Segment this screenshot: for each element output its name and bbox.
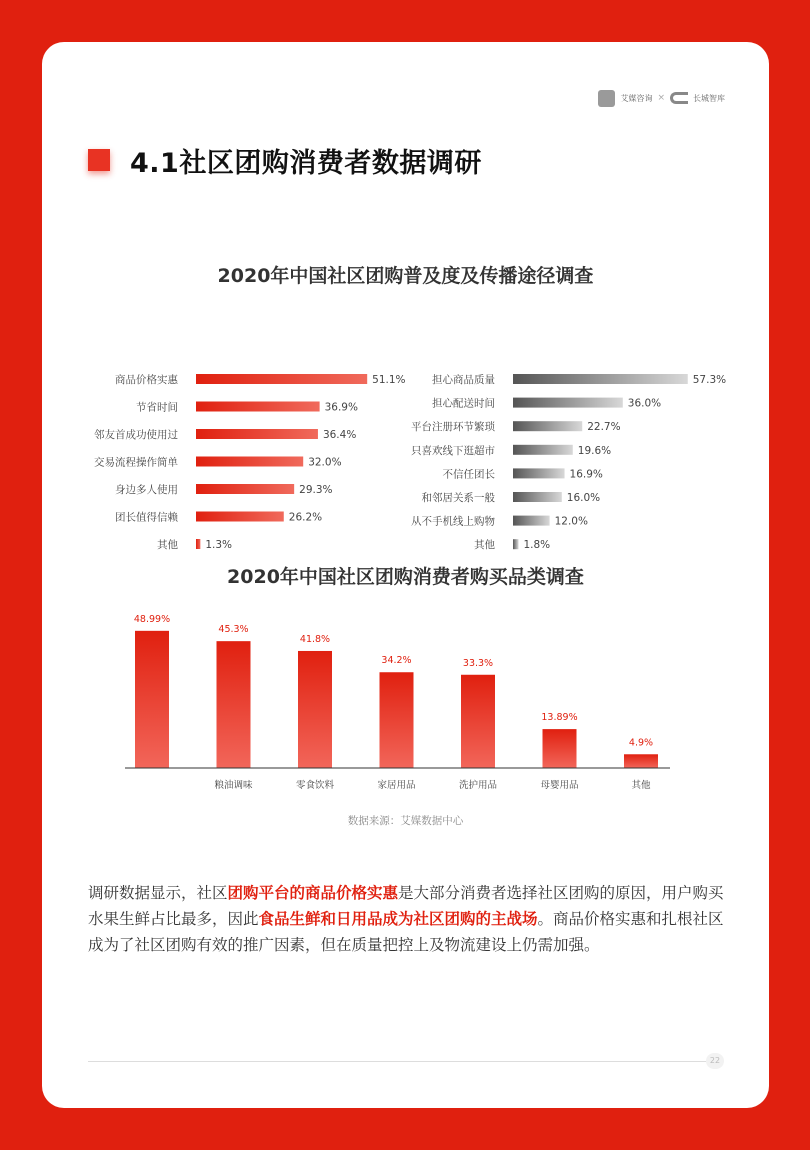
right-category-label: 担心配送时间: [432, 397, 495, 410]
category-value-label: 4.9%: [628, 737, 654, 749]
right-bar: [513, 421, 582, 431]
category-bar: [217, 641, 251, 768]
right-bar: [513, 374, 688, 384]
footer-divider: [88, 1061, 710, 1062]
category-bar: [135, 631, 169, 768]
right-bar: [513, 516, 550, 526]
category-tick-label: 其他: [631, 780, 651, 791]
summary-text-2: 是大部分消费者选择社区团购的原因，用户购买水果生鲜占比最多，因此: [88, 884, 724, 928]
right-category-label: 平台注册环节繁琐: [411, 421, 495, 434]
logo-right-text: 长城智库: [693, 93, 725, 103]
left-bar: [196, 402, 320, 412]
right-category-label: 不信任团长: [442, 468, 495, 481]
left-category-label: 节省时间: [136, 401, 178, 414]
right-value-label: 16.0%: [566, 492, 601, 504]
category-value-label: 33.3%: [462, 657, 494, 669]
page-number: 22: [706, 1053, 724, 1069]
left-category-label: 商品价格实惠: [115, 374, 178, 386]
category-value-label: 34.2%: [381, 655, 412, 667]
heading-square-icon: [88, 149, 110, 171]
category-bar: [461, 675, 495, 768]
category-value-label: 13.89%: [541, 712, 578, 724]
right-value-label: 16.9%: [569, 468, 603, 481]
category-tick-label: 洗护用品: [458, 780, 498, 791]
category-bar: [624, 754, 658, 768]
left-value-label: 36.4%: [322, 429, 357, 441]
right-category-label: 担心商品质量: [432, 374, 495, 386]
category-value-label: 45.3%: [218, 624, 249, 636]
left-value-label: 51.1%: [372, 374, 406, 386]
imedia-logo-icon: [598, 90, 615, 107]
right-category-label: 只喜欢线下逛超市: [411, 444, 495, 457]
right-value-label: 1.8%: [523, 539, 551, 552]
right-category-label: 从不手机线上购物: [411, 515, 495, 528]
logo-separator: ×: [657, 93, 665, 103]
category-bar-chart: [42, 612, 769, 792]
category-bar: [380, 672, 414, 768]
left-category-label: 身边多人使用: [115, 484, 178, 496]
category-bar: [298, 651, 332, 768]
right-value-label: 12.0%: [554, 515, 588, 528]
header-logos: [598, 87, 725, 109]
category-tick-label: 零食饮料: [295, 780, 335, 791]
left-category-label: 其他: [157, 539, 178, 551]
section-heading: [88, 142, 482, 178]
left-value-label: 32.0%: [308, 456, 342, 469]
category-bar: [543, 729, 577, 768]
changcheng-logo-icon: [670, 92, 688, 104]
right-value-label: 19.6%: [577, 444, 612, 457]
left-bar: [196, 539, 200, 549]
right-bar: [513, 492, 562, 502]
right-bar: [513, 539, 518, 549]
right-value-label: 22.7%: [587, 421, 621, 434]
left-value-label: 1.3%: [205, 539, 233, 551]
left-bar: [196, 429, 318, 439]
right-value-label: 36.0%: [627, 397, 662, 410]
left-bar: [196, 374, 367, 384]
left-bar: [196, 512, 284, 522]
chart1-title: 2020年中国社区团购普及度及传播途径调查: [217, 265, 594, 287]
right-category-label: 和邻居关系一般: [421, 492, 495, 504]
left-value-label: 36.9%: [324, 401, 358, 414]
category-value-label: 41.8%: [299, 633, 331, 645]
category-tick-label: 母婴用品: [540, 780, 579, 791]
left-bar: [196, 457, 303, 467]
summary-text-3: 。商品价格实惠和扎根社区成为了社区团购有效的推广因素，但在质量把控上及物流建设上仍需加强。: [88, 910, 724, 954]
summary-paragraph: [88, 880, 728, 958]
left-category-label: 邻友首成功使用过: [94, 429, 178, 441]
summary-highlight-2: 食品生鲜和日用品成为社区团购的主战场: [258, 910, 538, 928]
right-value-label: 57.3%: [692, 374, 727, 386]
report-page: [42, 42, 769, 1108]
category-tick-label: 粮油调味: [214, 780, 253, 791]
data-source: 数据来源：艾媒数据中心: [347, 815, 464, 827]
right-bar: [513, 468, 565, 478]
summary-highlight-1: 团购平台的商品价格实惠: [227, 884, 399, 902]
right-bar: [513, 445, 573, 455]
chart2-title: 2020年中国社区团购消费者购买品类调查: [227, 566, 584, 588]
right-bar: [513, 398, 623, 408]
category-tick-label: 家居用品: [377, 780, 416, 791]
left-category-label: 交易流程操作简单: [94, 456, 178, 469]
summary-text-1: 调研数据显示，社区: [88, 884, 228, 902]
right-category-label: 其他: [474, 539, 495, 552]
left-value-label: 26.2%: [288, 511, 323, 524]
penetration-bar-chart: [42, 322, 769, 552]
left-category-label: 团长值得信赖: [115, 511, 178, 524]
section-title: 4.1社区团购消费者数据调研: [130, 147, 482, 179]
left-value-label: 29.3%: [299, 484, 333, 496]
left-bar: [196, 484, 294, 494]
category-value-label: 48.99%: [133, 613, 171, 625]
logo-left-text: 艾媒咨询: [620, 93, 653, 103]
